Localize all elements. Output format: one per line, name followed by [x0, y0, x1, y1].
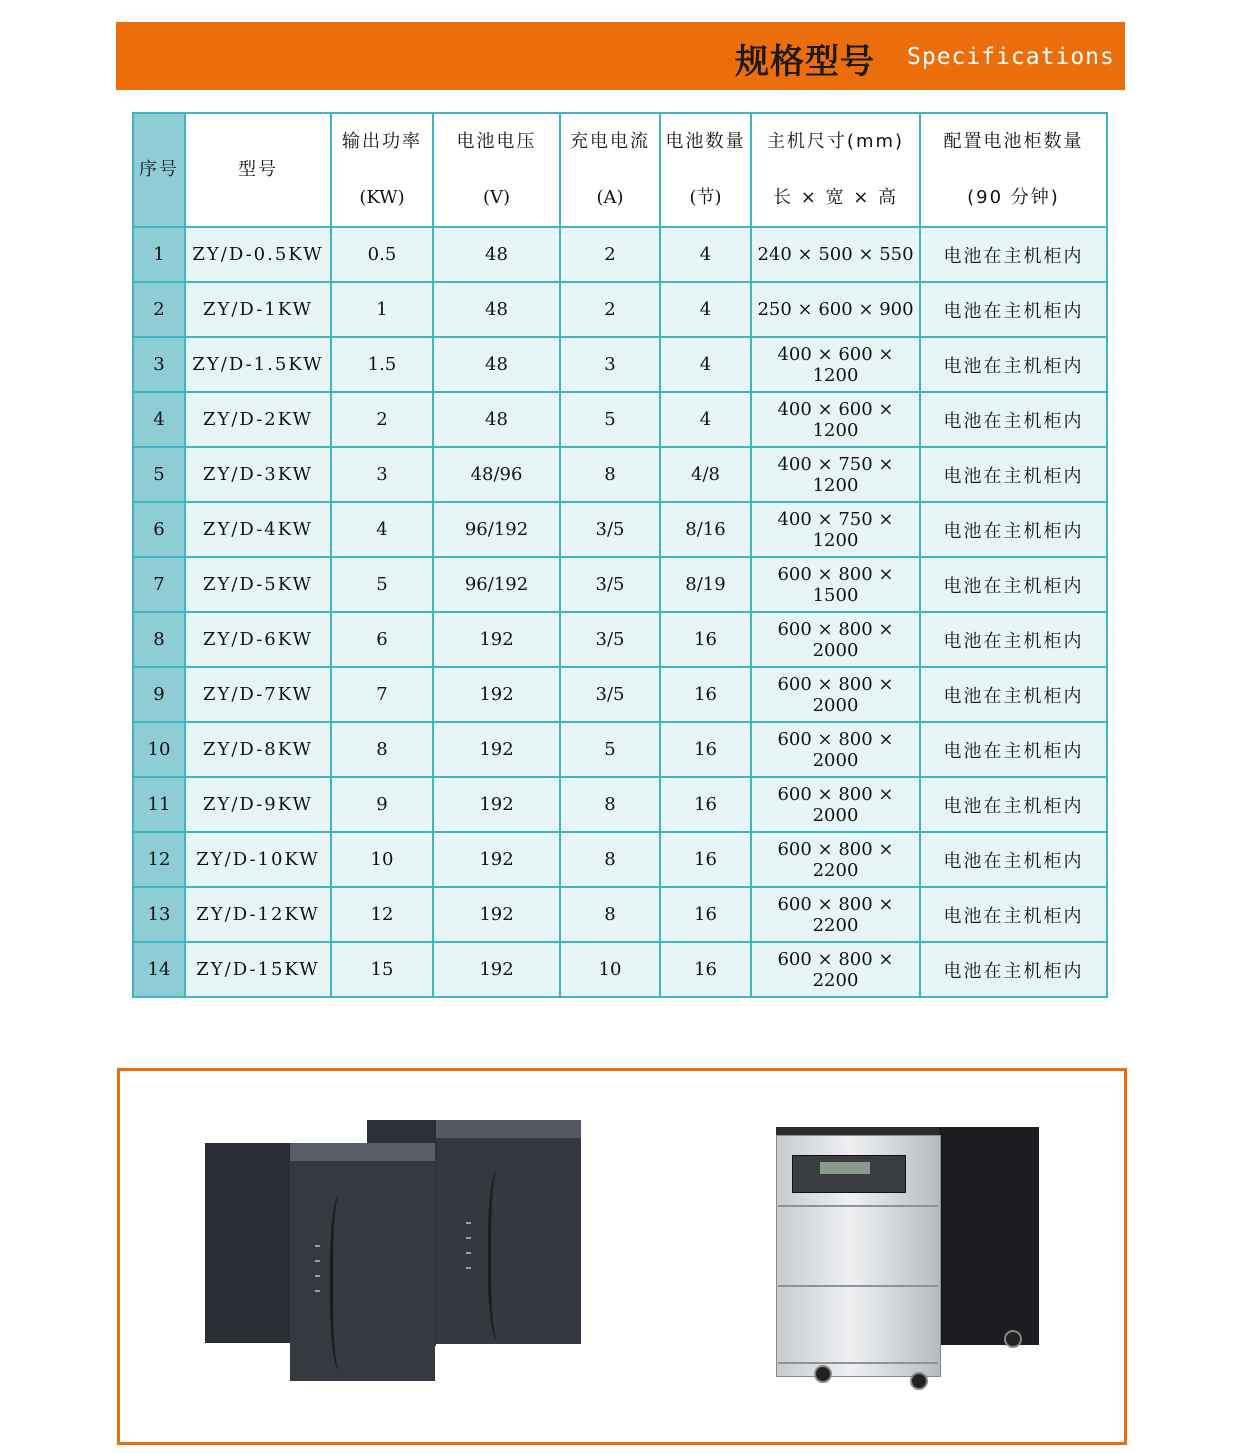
cell-seq: 2 [133, 282, 185, 337]
cell-seq: 6 [133, 502, 185, 557]
cell-cabinet-count: 电池在主机柜内 [920, 667, 1107, 722]
cell-host-size: 600 × 800 × 2000 [751, 777, 920, 832]
header-cabinet-count: 配置电池柜数量 (90 分钟) [920, 113, 1107, 227]
cell-battery-count: 16 [660, 832, 751, 887]
cell-model: ZY/D-5KW [185, 557, 331, 612]
cell-model: ZY/D-1KW [185, 282, 331, 337]
table-body [133, 227, 1107, 997]
table-row [133, 337, 1107, 392]
cell-seq: 13 [133, 887, 185, 942]
cell-battery-voltage: 96/192 [433, 557, 560, 612]
cell-model: ZY/D-0.5KW [185, 227, 331, 282]
cell-model: ZY/D-12KW [185, 887, 331, 942]
cell-host-size: 600 × 800 × 2200 [751, 887, 920, 942]
table-row [133, 502, 1107, 557]
cell-seq: 14 [133, 942, 185, 997]
cell-host-size: 250 × 600 × 900 [751, 282, 920, 337]
cell-battery-count: 16 [660, 667, 751, 722]
cell-model: ZY/D-3KW [185, 447, 331, 502]
cell-battery-voltage: 192 [433, 887, 560, 942]
page-title: 规格型号 [735, 42, 875, 82]
cell-output-power: 9 [331, 777, 433, 832]
cell-charge-current: 3/5 [560, 667, 660, 722]
cell-cabinet-count: 电池在主机柜内 [920, 392, 1107, 447]
cell-cabinet-count: 电池在主机柜内 [920, 777, 1107, 832]
cell-seq: 3 [133, 337, 185, 392]
cell-output-power: 5 [331, 557, 433, 612]
cell-battery-voltage: 48 [433, 337, 560, 392]
cell-model: ZY/D-2KW [185, 392, 331, 447]
cell-battery-count: 4/8 [660, 447, 751, 502]
cell-charge-current: 3 [560, 337, 660, 392]
header-battery-voltage: 电池电压 (V) [433, 113, 560, 227]
cell-charge-current: 8 [560, 887, 660, 942]
table-row [133, 942, 1107, 997]
cell-battery-count: 8/19 [660, 557, 751, 612]
cell-battery-count: 16 [660, 777, 751, 832]
cell-battery-voltage: 192 [433, 942, 560, 997]
cell-charge-current: 8 [560, 832, 660, 887]
cell-seq: 4 [133, 392, 185, 447]
cell-charge-current: 2 [560, 227, 660, 282]
cell-charge-current: 2 [560, 282, 660, 337]
table-row [133, 612, 1107, 667]
cell-host-size: 240 × 500 × 550 [751, 227, 920, 282]
table-row [133, 557, 1107, 612]
cell-battery-voltage: 192 [433, 777, 560, 832]
cell-output-power: 10 [331, 832, 433, 887]
cell-cabinet-count: 电池在主机柜内 [920, 612, 1107, 667]
table-row [133, 667, 1107, 722]
cell-model: ZY/D-10KW [185, 832, 331, 887]
cell-cabinet-count: 电池在主机柜内 [920, 942, 1107, 997]
cell-host-size: 600 × 800 × 2200 [751, 832, 920, 887]
cell-cabinet-count: 电池在主机柜内 [920, 722, 1107, 777]
cell-seq: 7 [133, 557, 185, 612]
cell-battery-voltage: 48 [433, 282, 560, 337]
cell-host-size: 400 × 600 × 1200 [751, 392, 920, 447]
cell-battery-count: 16 [660, 722, 751, 777]
cell-battery-voltage: 48/96 [433, 447, 560, 502]
cell-model: ZY/D-6KW [185, 612, 331, 667]
cell-battery-count: 16 [660, 942, 751, 997]
table-row [133, 832, 1107, 887]
cell-host-size: 600 × 800 × 2000 [751, 612, 920, 667]
cell-cabinet-count: 电池在主机柜内 [920, 337, 1107, 392]
cell-cabinet-count: 电池在主机柜内 [920, 282, 1107, 337]
cell-model: ZY/D-4KW [185, 502, 331, 557]
cell-seq: 1 [133, 227, 185, 282]
cell-output-power: 7 [331, 667, 433, 722]
cell-host-size: 600 × 800 × 2000 [751, 722, 920, 777]
table-row [133, 887, 1107, 942]
cell-battery-voltage: 48 [433, 392, 560, 447]
cell-charge-current: 5 [560, 392, 660, 447]
cell-model: ZY/D-15KW [185, 942, 331, 997]
cell-seq: 5 [133, 447, 185, 502]
cell-seq: 12 [133, 832, 185, 887]
cell-output-power: 0.5 [331, 227, 433, 282]
cell-cabinet-count: 电池在主机柜内 [920, 447, 1107, 502]
cell-host-size: 400 × 750 × 1200 [751, 502, 920, 557]
cell-output-power: 15 [331, 942, 433, 997]
cell-model: ZY/D-9KW [185, 777, 331, 832]
table-row [133, 392, 1107, 447]
cell-battery-count: 8/16 [660, 502, 751, 557]
cell-output-power: 3 [331, 447, 433, 502]
cell-output-power: 12 [331, 887, 433, 942]
cell-cabinet-count: 电池在主机柜内 [920, 502, 1107, 557]
cell-battery-voltage: 192 [433, 722, 560, 777]
cell-cabinet-count: 电池在主机柜内 [920, 887, 1107, 942]
cell-output-power: 8 [331, 722, 433, 777]
cell-charge-current: 3/5 [560, 502, 660, 557]
cell-seq: 10 [133, 722, 185, 777]
table-row [133, 777, 1107, 832]
header-output-power: 输出功率 (KW) [331, 113, 433, 227]
cell-output-power: 6 [331, 612, 433, 667]
cell-seq: 11 [133, 777, 185, 832]
cell-host-size: 400 × 600 × 1200 [751, 337, 920, 392]
cell-battery-voltage: 48 [433, 227, 560, 282]
cell-battery-count: 4 [660, 392, 751, 447]
cell-charge-current: 10 [560, 942, 660, 997]
cell-output-power: 4 [331, 502, 433, 557]
cell-host-size: 600 × 800 × 1500 [751, 557, 920, 612]
header-host-size: 主机尺寸(mm) 长 × 宽 × 高 [751, 113, 920, 227]
cell-cabinet-count: 电池在主机柜内 [920, 227, 1107, 282]
cell-charge-current: 8 [560, 447, 660, 502]
cell-battery-voltage: 192 [433, 612, 560, 667]
cell-charge-current: 3/5 [560, 612, 660, 667]
cell-battery-count: 4 [660, 282, 751, 337]
cell-output-power: 1 [331, 282, 433, 337]
cell-battery-count: 16 [660, 612, 751, 667]
header-seq: 序号 [133, 113, 185, 227]
cell-cabinet-count: 电池在主机柜内 [920, 832, 1107, 887]
cell-output-power: 2 [331, 392, 433, 447]
cell-battery-voltage: 192 [433, 667, 560, 722]
header-model: 型号 [185, 113, 331, 227]
table-row [133, 447, 1107, 502]
table-row [133, 282, 1107, 337]
cell-charge-current: 8 [560, 777, 660, 832]
page-title-en: Specifications [907, 44, 1115, 70]
cell-output-power: 1.5 [331, 337, 433, 392]
cell-model: ZY/D-7KW [185, 667, 331, 722]
table-row [133, 227, 1107, 282]
cell-battery-voltage: 192 [433, 832, 560, 887]
cell-charge-current: 3/5 [560, 557, 660, 612]
cell-cabinet-count: 电池在主机柜内 [920, 557, 1107, 612]
cell-host-size: 600 × 800 × 2000 [751, 667, 920, 722]
cell-battery-count: 16 [660, 887, 751, 942]
cell-battery-count: 4 [660, 227, 751, 282]
cell-seq: 9 [133, 667, 185, 722]
table-row [133, 722, 1107, 777]
header-battery-count: 电池数量 (节) [660, 113, 751, 227]
spec-table [132, 112, 1108, 998]
cell-model: ZY/D-1.5KW [185, 337, 331, 392]
cell-battery-count: 4 [660, 337, 751, 392]
table-header-row [133, 113, 1107, 227]
cell-battery-voltage: 96/192 [433, 502, 560, 557]
cell-charge-current: 5 [560, 722, 660, 777]
cell-host-size: 600 × 800 × 2200 [751, 942, 920, 997]
cell-host-size: 400 × 750 × 1200 [751, 447, 920, 502]
header-charge-current: 充电电流 (A) [560, 113, 660, 227]
cell-seq: 8 [133, 612, 185, 667]
cell-model: ZY/D-8KW [185, 722, 331, 777]
